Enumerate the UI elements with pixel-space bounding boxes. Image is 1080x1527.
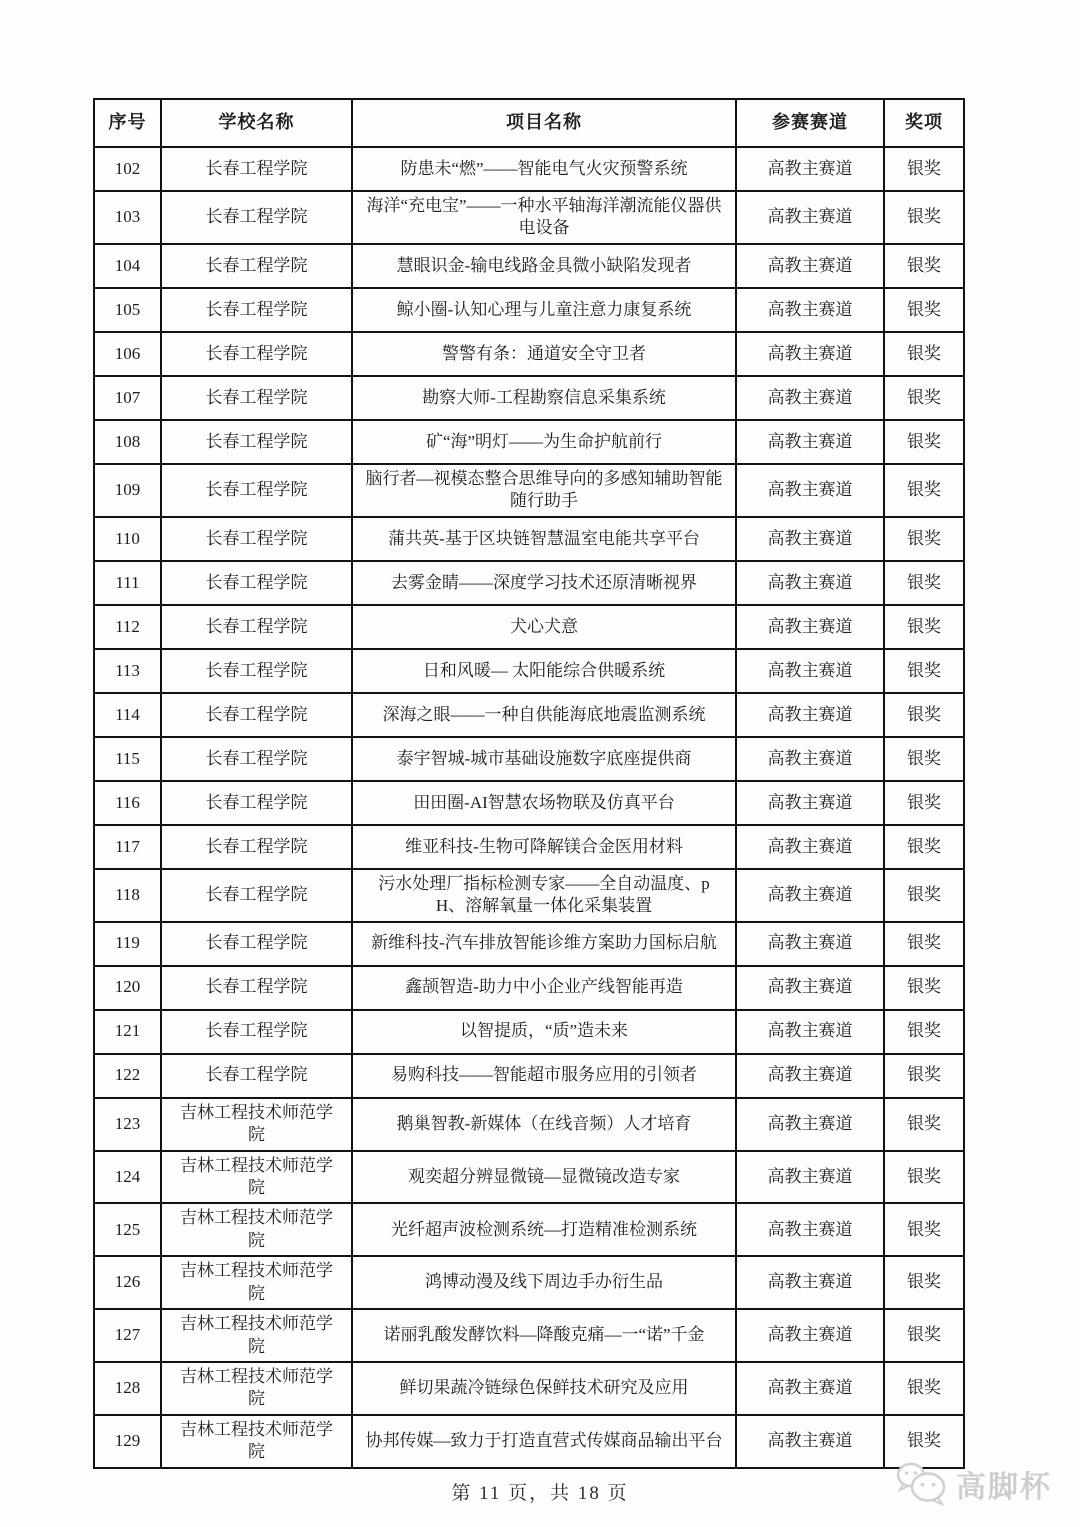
cell-award: 银奖 [884, 1203, 964, 1256]
cell-school: 长春工程学院 [161, 332, 352, 376]
cell-index: 110 [94, 517, 161, 561]
cell-award: 银奖 [884, 605, 964, 649]
column-header-award: 奖项 [884, 99, 964, 147]
cell-award: 银奖 [884, 1098, 964, 1151]
table-row [94, 1415, 964, 1468]
cell-school: 长春工程学院 [161, 922, 352, 966]
cell-school: 长春工程学院 [161, 288, 352, 332]
cell-project: 犬心犬意 [352, 605, 736, 649]
cell-project: 脑行者—视模态整合思维导向的多感知辅助智能随行助手 [352, 464, 736, 517]
cell-index: 129 [94, 1415, 161, 1468]
cell-index: 113 [94, 649, 161, 693]
cell-index: 119 [94, 922, 161, 966]
cell-project: 田田圈-AI智慧农场物联及仿真平台 [352, 781, 736, 825]
table-row [94, 464, 964, 517]
cell-award: 银奖 [884, 781, 964, 825]
cell-track: 高教主赛道 [736, 1151, 884, 1204]
cell-track: 高教主赛道 [736, 420, 884, 464]
cell-index: 109 [94, 464, 161, 517]
table-row [94, 420, 964, 464]
cell-award: 银奖 [884, 244, 964, 288]
column-header-track: 参赛赛道 [736, 99, 884, 147]
table-row [94, 825, 964, 869]
cell-school: 长春工程学院 [161, 693, 352, 737]
cell-project: 日和风暖— 太阳能综合供暖系统 [352, 649, 736, 693]
cell-track: 高教主赛道 [736, 517, 884, 561]
cell-track: 高教主赛道 [736, 1203, 884, 1256]
cell-track: 高教主赛道 [736, 869, 884, 922]
cell-index: 114 [94, 693, 161, 737]
cell-school: 长春工程学院 [161, 781, 352, 825]
cell-track: 高教主赛道 [736, 147, 884, 191]
cell-project: 新维科技-汽车排放智能诊维方案助力国标启航 [352, 922, 736, 966]
cell-project: 海洋“充电宝”——一种水平轴海洋潮流能仪器供电设备 [352, 191, 736, 244]
cell-award: 银奖 [884, 737, 964, 781]
table-row [94, 649, 964, 693]
cell-project: 鸿博动漫及线下周边手办衍生品 [352, 1256, 736, 1309]
cell-school: 吉林工程技术师范学院 [161, 1098, 352, 1151]
cell-track: 高教主赛道 [736, 1362, 884, 1415]
cell-school: 吉林工程技术师范学院 [161, 1203, 352, 1256]
cell-index: 102 [94, 147, 161, 191]
table-row [94, 693, 964, 737]
cell-project: 蒲共英-基于区块链智慧温室电能共享平台 [352, 517, 736, 561]
cell-award: 银奖 [884, 191, 964, 244]
cell-award: 银奖 [884, 693, 964, 737]
cell-track: 高教主赛道 [736, 922, 884, 966]
cell-index: 120 [94, 966, 161, 1010]
cell-award: 银奖 [884, 1309, 964, 1362]
cell-track: 高教主赛道 [736, 781, 884, 825]
table-header-row [94, 99, 964, 147]
cell-school: 长春工程学院 [161, 869, 352, 922]
table-row [94, 1010, 964, 1054]
cell-school: 长春工程学院 [161, 191, 352, 244]
cell-project: 协邦传媒—致力于打造直营式传媒商品输出平台 [352, 1415, 736, 1468]
cell-project: 警警有条：通道安全守卫者 [352, 332, 736, 376]
cell-award: 银奖 [884, 1151, 964, 1204]
cell-track: 高教主赛道 [736, 1256, 884, 1309]
cell-school: 长春工程学院 [161, 420, 352, 464]
awards-table [93, 98, 965, 1469]
table-row [94, 288, 964, 332]
cell-school: 长春工程学院 [161, 605, 352, 649]
table-row [94, 561, 964, 605]
cell-track: 高教主赛道 [736, 737, 884, 781]
cell-project: 维亚科技-生物可降解镁合金医用材料 [352, 825, 736, 869]
cell-school: 长春工程学院 [161, 376, 352, 420]
cell-project: 防患未“燃”——智能电气火灾预警系统 [352, 147, 736, 191]
cell-award: 银奖 [884, 922, 964, 966]
cell-school: 长春工程学院 [161, 1010, 352, 1054]
cell-track: 高教主赛道 [736, 1010, 884, 1054]
cell-project: 易购科技——智能超市服务应用的引领者 [352, 1054, 736, 1098]
cell-award: 银奖 [884, 1010, 964, 1054]
cell-project: 鲜切果蔬冷链绿色保鲜技术研究及应用 [352, 1362, 736, 1415]
table-row [94, 869, 964, 922]
table-row [94, 1309, 964, 1362]
table-row [94, 244, 964, 288]
cell-index: 126 [94, 1256, 161, 1309]
cell-award: 银奖 [884, 517, 964, 561]
cell-award: 银奖 [884, 869, 964, 922]
watermark-label: 高脚杯 [956, 1471, 1052, 1504]
cell-index: 112 [94, 605, 161, 649]
cell-index: 108 [94, 420, 161, 464]
cell-track: 高教主赛道 [736, 191, 884, 244]
cell-index: 122 [94, 1054, 161, 1098]
cell-school: 吉林工程技术师范学院 [161, 1256, 352, 1309]
cell-index: 115 [94, 737, 161, 781]
cell-project: 去雾金睛——深度学习技术还原清晰视界 [352, 561, 736, 605]
table-row [94, 605, 964, 649]
column-header-index: 序号 [94, 99, 161, 147]
cell-school: 长春工程学院 [161, 649, 352, 693]
wechat-icon [896, 1462, 948, 1506]
cell-index: 116 [94, 781, 161, 825]
cell-award: 银奖 [884, 376, 964, 420]
cell-school: 吉林工程技术师范学院 [161, 1362, 352, 1415]
table-row [94, 147, 964, 191]
cell-award: 银奖 [884, 1256, 964, 1309]
cell-index: 106 [94, 332, 161, 376]
cell-index: 124 [94, 1151, 161, 1204]
cell-track: 高教主赛道 [736, 1098, 884, 1151]
cell-award: 银奖 [884, 966, 964, 1010]
cell-award: 银奖 [884, 561, 964, 605]
cell-index: 128 [94, 1362, 161, 1415]
cell-track: 高教主赛道 [736, 376, 884, 420]
table-row [94, 1098, 964, 1151]
cell-school: 长春工程学院 [161, 966, 352, 1010]
cell-school: 长春工程学院 [161, 517, 352, 561]
table-row [94, 922, 964, 966]
table-row [94, 966, 964, 1010]
cell-index: 123 [94, 1098, 161, 1151]
cell-track: 高教主赛道 [736, 1415, 884, 1468]
cell-track: 高教主赛道 [736, 561, 884, 605]
cell-index: 117 [94, 825, 161, 869]
cell-index: 103 [94, 191, 161, 244]
cell-project: 泰宇智城-城市基础设施数字底座提供商 [352, 737, 736, 781]
cell-index: 105 [94, 288, 161, 332]
cell-award: 银奖 [884, 825, 964, 869]
cell-school: 长春工程学院 [161, 464, 352, 517]
cell-project: 鲸小圈-认知心理与儿童注意力康复系统 [352, 288, 736, 332]
column-header-school: 学校名称 [161, 99, 352, 147]
table-row [94, 1203, 964, 1256]
cell-index: 107 [94, 376, 161, 420]
cell-project: 慧眼识金-输电线路金具微小缺陷发现者 [352, 244, 736, 288]
cell-index: 125 [94, 1203, 161, 1256]
cell-award: 银奖 [884, 1362, 964, 1415]
cell-track: 高教主赛道 [736, 1309, 884, 1362]
cell-index: 104 [94, 244, 161, 288]
cell-project: 以智提质，“质”造未来 [352, 1010, 736, 1054]
cell-project: 光纤超声波检测系统—打造精准检测系统 [352, 1203, 736, 1256]
cell-project: 勘察大师-工程勘察信息采集系统 [352, 376, 736, 420]
table-row [94, 1054, 964, 1098]
cell-index: 118 [94, 869, 161, 922]
table-row [94, 1151, 964, 1204]
cell-track: 高教主赛道 [736, 464, 884, 517]
cell-award: 银奖 [884, 147, 964, 191]
table-row [94, 781, 964, 825]
cell-project: 鹅巢智教-新媒体（在线音频）人才培育 [352, 1098, 736, 1151]
cell-school: 长春工程学院 [161, 1054, 352, 1098]
cell-school: 长春工程学院 [161, 737, 352, 781]
cell-track: 高教主赛道 [736, 605, 884, 649]
cell-school: 长春工程学院 [161, 561, 352, 605]
cell-index: 111 [94, 561, 161, 605]
watermark [896, 1462, 1052, 1506]
cell-award: 银奖 [884, 1415, 964, 1468]
cell-award: 银奖 [884, 464, 964, 517]
table-row [94, 191, 964, 244]
cell-track: 高教主赛道 [736, 825, 884, 869]
table-row [94, 737, 964, 781]
cell-project: 污水处理厂指标检测专家——全自动温度、pH、溶解氧量一体化采集装置 [352, 869, 736, 922]
cell-school: 吉林工程技术师范学院 [161, 1151, 352, 1204]
table-row [94, 376, 964, 420]
cell-track: 高教主赛道 [736, 244, 884, 288]
page-number: 第 11 页，共 18 页 [451, 1483, 629, 1504]
cell-school: 吉林工程技术师范学院 [161, 1309, 352, 1362]
cell-track: 高教主赛道 [736, 966, 884, 1010]
cell-school: 长春工程学院 [161, 244, 352, 288]
cell-track: 高教主赛道 [736, 1054, 884, 1098]
cell-track: 高教主赛道 [736, 332, 884, 376]
cell-track: 高教主赛道 [736, 649, 884, 693]
cell-award: 银奖 [884, 1054, 964, 1098]
cell-award: 银奖 [884, 332, 964, 376]
cell-school: 长春工程学院 [161, 825, 352, 869]
table-body [94, 147, 964, 1468]
cell-index: 121 [94, 1010, 161, 1054]
table-row [94, 1362, 964, 1415]
cell-award: 银奖 [884, 288, 964, 332]
cell-project: 矿“海”明灯——为生命护航前行 [352, 420, 736, 464]
table-row [94, 1256, 964, 1309]
table-row [94, 517, 964, 561]
cell-track: 高教主赛道 [736, 288, 884, 332]
table-row [94, 332, 964, 376]
cell-award: 银奖 [884, 649, 964, 693]
column-header-project: 项目名称 [352, 99, 736, 147]
cell-index: 127 [94, 1309, 161, 1362]
cell-project: 观奕超分辨显微镜—显微镜改造专家 [352, 1151, 736, 1204]
cell-project: 诺丽乳酸发酵饮料—降酸克痛—一“诺”千金 [352, 1309, 736, 1362]
cell-award: 银奖 [884, 420, 964, 464]
cell-school: 吉林工程技术师范学院 [161, 1415, 352, 1468]
cell-track: 高教主赛道 [736, 693, 884, 737]
cell-school: 长春工程学院 [161, 147, 352, 191]
cell-project: 鑫颉智造-助力中小企业产线智能再造 [352, 966, 736, 1010]
cell-project: 深海之眼——一种自供能海底地震监测系统 [352, 693, 736, 737]
